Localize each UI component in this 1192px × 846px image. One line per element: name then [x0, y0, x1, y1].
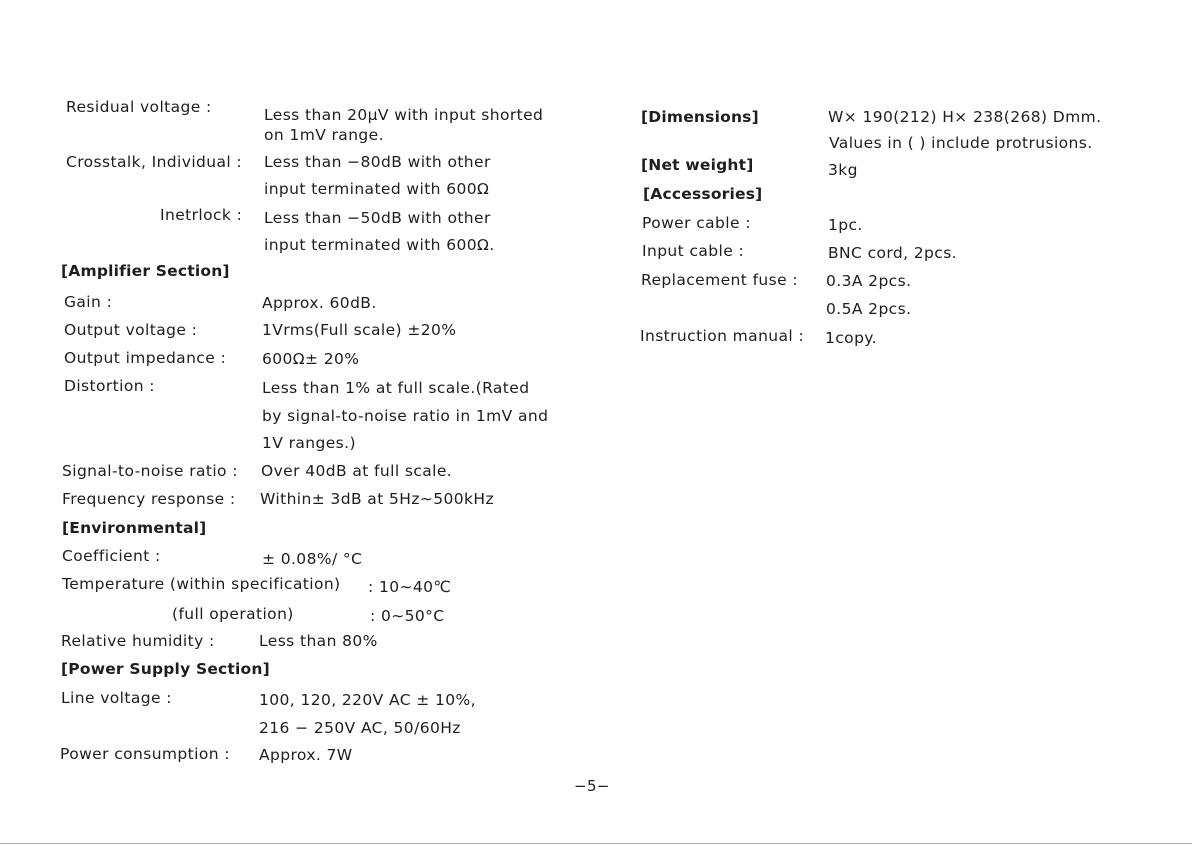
net-weight-value: 3kg [828, 161, 858, 179]
page-number: −5− [574, 777, 610, 795]
amplifier-section-heading: [Amplifier Section] [61, 262, 230, 280]
temperature-operation-label: (full operation) [172, 605, 294, 623]
temperature-value: : 10∼40℃ [368, 578, 452, 596]
power-consumption-value: Approx. 7W [259, 746, 353, 764]
line-voltage-label: Line voltage : [61, 689, 172, 707]
page-edge-line [0, 843, 1192, 844]
power-cable-label: Power cable : [642, 214, 751, 232]
power-supply-heading: [Power Supply Section] [61, 660, 270, 678]
dimensions-value-cont: Values in ( ) include protrusions. [829, 134, 1093, 152]
net-weight-label: [Net weight] [641, 156, 754, 174]
residual-voltage-value: Less than 20µV with input shorted [264, 106, 544, 124]
gain-label: Gain : [64, 293, 113, 311]
gain-value: Approx. 60dB. [262, 294, 377, 312]
distortion-value: Less than 1% at full scale.(Rated [262, 379, 530, 397]
power-consumption-label: Power consumption : [60, 745, 230, 763]
dimensions-value: W× 190(212) H× 238(268) Dmm. [828, 108, 1102, 126]
snr-value: Over 40dB at full scale. [261, 462, 453, 480]
frequency-response-value: Within± 3dB at 5Hz∼500kHz [260, 490, 494, 508]
humidity-value: Less than 80% [259, 632, 378, 650]
temperature-label: Temperature (within specification) [62, 575, 341, 593]
crosstalk-interlock-label: Inetrlock : [160, 206, 243, 224]
crosstalk-individual-value: Less than −80dB with other [264, 153, 491, 171]
output-impedance-label: Output impedance : [64, 349, 227, 367]
instruction-manual-value: 1copy. [825, 329, 877, 347]
dimensions-label: [Dimensions] [641, 108, 759, 126]
frequency-response-label: Frequency response : [62, 490, 236, 508]
coefficient-label: Coefficient : [62, 547, 161, 565]
line-voltage-value: 100, 120, 220V AC ± 10%, [259, 691, 476, 709]
output-impedance-value: 600Ω± 20% [262, 350, 360, 368]
instruction-manual-label: Instruction manual : [640, 327, 805, 345]
distortion-label: Distortion : [64, 377, 155, 395]
crosstalk-individual-label: Crosstalk, Individual : [66, 153, 243, 171]
replacement-fuse-value-cont: 0.5A 2pcs. [826, 300, 912, 318]
replacement-fuse-value: 0.3A 2pcs. [826, 272, 912, 290]
humidity-label: Relative humidity : [61, 632, 215, 650]
distortion-value-cont1: by signal-to-noise ratio in 1mV and [262, 407, 549, 425]
replacement-fuse-label: Replacement fuse : [641, 271, 799, 289]
temperature-operation-value: : 0∼50°C [370, 607, 445, 625]
crosstalk-individual-value-cont: input terminated with 600Ω [264, 180, 490, 198]
crosstalk-interlock-value: Less than −50dB with other [264, 209, 491, 227]
crosstalk-interlock-value-cont: input terminated with 600Ω. [264, 236, 495, 254]
input-cable-value: BNC cord, 2pcs. [828, 244, 958, 262]
distortion-value-cont2: 1V ranges.) [262, 434, 356, 452]
output-voltage-label: Output voltage : [64, 321, 198, 339]
line-voltage-value-cont: 216 − 250V AC, 50/60Hz [259, 719, 461, 737]
input-cable-label: Input cable : [642, 242, 745, 260]
accessories-heading: [Accessories] [643, 185, 763, 203]
power-cable-value: 1pc. [828, 216, 863, 234]
environmental-heading: [Environmental] [62, 519, 207, 537]
snr-label: Signal-to-noise ratio : [62, 462, 238, 480]
residual-voltage-value-cont: on 1mV range. [264, 126, 384, 144]
residual-voltage-label: Residual voltage : [66, 98, 212, 116]
output-voltage-value: 1Vrms(Full scale) ±20% [262, 321, 457, 339]
coefficient-value: ± 0.08%/ °C [262, 550, 363, 568]
